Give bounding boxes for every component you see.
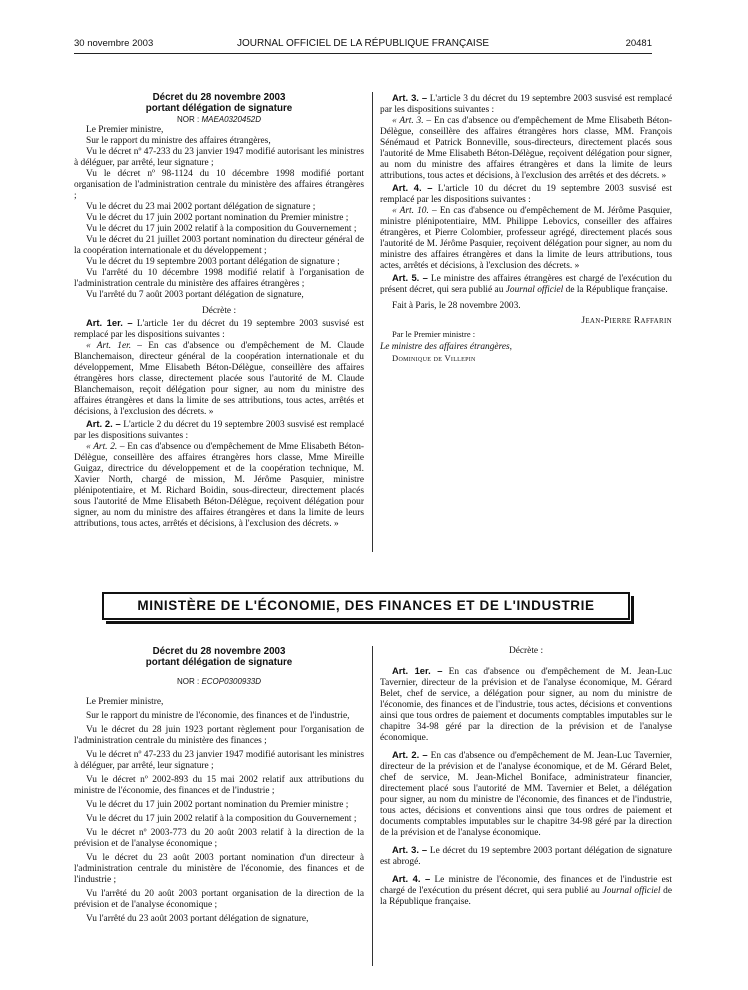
article-text: L'article 2 du décret du 19 septembre 2003 susvisé est remplacé par les dispositions suivantes :: [74, 420, 364, 441]
nor-label: NOR :: [176, 677, 200, 686]
decree1-column-right: [380, 92, 672, 552]
nor-code: ECOP0300933D: [201, 677, 262, 686]
journal-name: Journal officiel: [602, 886, 661, 896]
quote-text: En cas d'absence ou d'empêchement de M. Jérôme Pasquier, ministre plénipotentiaire, MM. Philippe Lebovics, conseiller des affaires étrangères, et Pierre Colombier, professeur agrégé, directement placés sous l'autorité de M. Jérôme Pasquier, reçoivent délégation pour signer, au nom du ministre des affaires étrangères et dans la limite de leurs attributions, tous actes, arrêtés et décisions, à l'exclusion des décrets. »: [380, 206, 672, 271]
signature-intro: Par le Premier ministre :: [392, 329, 476, 339]
decree1-column-left: [74, 92, 364, 552]
paragraph: Vu le décret du 17 juin 2002 relatif à la composition du Gouvernement ;: [86, 224, 357, 234]
paragraph: Vu l'arrêté du 23 août 2003 portant délégation de signature,: [86, 914, 309, 924]
article-label: Art. 1er. –: [86, 317, 133, 328]
decree2-nor: [74, 676, 364, 687]
paragraph: Le Premier ministre,: [86, 125, 164, 135]
article-1: [380, 665, 672, 744]
paragraph: Sur le rapport du ministre des affaires étrangères,: [86, 136, 271, 146]
article-label: Art. 2. –: [86, 418, 121, 429]
header-journal-title: JOURNAL OFFICIEL DE LA RÉPUBLIQUE FRANÇAISE: [236, 38, 490, 49]
article-label: Art. 5. –: [392, 272, 428, 283]
decree2-column-right: [380, 646, 672, 976]
article-label: Art. 3. –: [392, 92, 428, 103]
quote-text: En cas d'absence ou d'empêchement de Mme Elisabeth Béton-Délègue, conseillère des affaires étrangères hors classe, MM. François Sénémaud et Patrick Bonneville, sous-directeurs, directement placés sous l'autorité de Mme Elisabeth Béton-Délègue, reçoivent délégation pour signer, au nom du ministre des affaires étrangères et dans la limite de leurs attributions, tous actes et décisions, à l'exclusion des arrêtés et des décrets. »: [380, 116, 672, 181]
paragraph: Le Premier ministre,: [86, 697, 164, 707]
paragraph: Vu le décret nº 2002-893 du 15 mai 2002 relatif aux attributions du ministre de l'économie, des finances et de l'industrie ;: [74, 775, 364, 796]
article-4: [380, 182, 672, 206]
nor-label: NOR :: [176, 115, 200, 124]
article-3: [380, 92, 672, 116]
column-separator: [372, 92, 373, 552]
article-text: Le ministre de l'économie, des finances et de l'industrie est chargé de l'exécution du présent décret, qui sera publié au: [380, 875, 672, 896]
decrete-heading: Décrète :: [201, 306, 237, 316]
paragraph: Vu le décret nº 2003-773 du 20 août 2003 relatif à la direction de la prévision et de l'analyse économique ;: [74, 828, 364, 849]
article-label: Art. 4. –: [392, 873, 431, 884]
article-text: L'article 10 du décret du 19 septembre 2003 susvisé est remplacé par les dispositions suivantes :: [380, 184, 672, 205]
article-3-quote: [380, 116, 672, 182]
page-header: [74, 38, 652, 52]
article-2: [380, 749, 672, 839]
decree1-nor: [74, 114, 364, 125]
paragraph: Vu le décret nº 47-233 du 23 janvier 1947 modifié autorisant les ministres à déléguer, par arrêté, leur signature ;: [74, 147, 364, 168]
decree2-title: Décret du 28 novembre 2003: [152, 646, 286, 657]
header-date: 30 novembre 2003: [74, 38, 154, 49]
decree2-subtitle: portant délégation de signature: [145, 657, 293, 668]
minister-title: Le ministre des affaires étrangères,: [380, 342, 513, 352]
nor-code: MAEA0320452D: [201, 115, 262, 124]
quote-label: « Art. 10. –: [392, 206, 437, 216]
quote-label: « Art. 1er. –: [86, 341, 142, 351]
article-2-quote: [74, 442, 364, 530]
header-page-number: 20481: [625, 38, 652, 49]
paragraph: Vu le décret du 28 juin 1923 portant règlement pour l'organisation de l'administration centrale du ministère des finances ;: [74, 725, 364, 746]
article-text: de la République française.: [565, 285, 668, 295]
article-1-quote: [74, 341, 364, 418]
article-4: [380, 873, 672, 908]
article-label: Art. 3. –: [392, 844, 428, 855]
quote-label: « Art. 2. –: [86, 442, 125, 452]
decree2-column-left: [74, 646, 364, 976]
article-text: En cas d'absence ou d'empêchement de M. Jean-Luc Tavernier, directeur de la prévision et de l'analyse économique, et de M. Gérard Belet, chef de service, M. Jean-Michel Boniface, administrateur financier, directement placé sous l'autorité de MM. Tavernier et Belet, a délégation pour signer, au nom du ministre de l'économie, des finances et de l'industrie, tous actes, décisions et conventions ainsi que tous ordres de paiement et documents comptables imputables sur le chapitre 34-98 géré par la direction de la prévision et de l'analyse économique.: [380, 751, 672, 838]
paragraph: Sur le rapport du ministre de l'économie, des finances et de l'industrie,: [86, 711, 350, 721]
column-separator: [372, 646, 373, 966]
minister-name: Dominique de Villepin: [392, 353, 476, 363]
decrete-heading: Décrète :: [508, 646, 544, 656]
decree1-title: Décret du 28 novembre 2003: [152, 92, 286, 103]
article-text: Le ministre des affaires étrangères est chargé de l'exécution du présent décret, qui sera publié au: [380, 274, 672, 295]
paragraph: Vu le décret du 19 septembre 2003 portant délégation de signature ;: [86, 257, 340, 267]
signature-place-date: Fait à Paris, le 28 novembre 2003.: [392, 301, 521, 311]
article-text: En cas d'absence ou d'empêchement de M. Jean-Luc Tavernier, directeur de la prévision et de l'analyse économique, M. Gérard Belet, chef de service, a délégation pour signer, au nom du ministre de l'économie, des finances et de l'industrie, tous actes, décisions et conventions ainsi que tous ordres de paiement et documents comptables imputables sur le chapitre 34-98 géré par la direction de la prévision et de l'analyse économique.: [380, 667, 672, 743]
article-text: Le décret du 19 septembre 2003 portant délégation de signature est abrogé.: [380, 846, 672, 867]
journal-name: Journal officiel: [505, 285, 564, 295]
paragraph: Vu le décret nº 98-1124 du 10 décembre 1998 modifié portant organisation de l'administration centrale du ministère des affaires étrangères ;: [74, 169, 364, 201]
article-2: [74, 418, 364, 442]
signatory-name: Jean-Pierre Raffarin: [581, 316, 672, 326]
article-1: [74, 317, 364, 341]
article-5: [380, 272, 672, 296]
article-label: Art. 2. –: [392, 749, 428, 760]
paragraph: Vu le décret du 17 juin 2002 relatif à la composition du Gouvernement ;: [86, 814, 357, 824]
article-3: [380, 844, 672, 868]
paragraph: Vu l'arrêté du 20 août 2003 portant organisation de la direction de la prévision et de l'analyse économique ;: [74, 889, 364, 910]
ministry-banner-text: MINISTÈRE DE L'ÉCONOMIE, DES FINANCES ET DE L'INDUSTRIE: [137, 598, 595, 613]
paragraph: Vu le décret du 23 août 2003 portant nomination d'un directeur à l'administration centrale du ministère de l'économie, des finances et de l'industrie ;: [74, 853, 364, 885]
paragraph: Vu le décret nº 47-233 du 23 janvier 1947 modifié autorisant les ministres à déléguer, par arrêté, leur signature ;: [74, 750, 364, 771]
article-4-quote: [380, 206, 672, 272]
header-rule: [74, 53, 652, 54]
article-text: de la République française.: [380, 886, 672, 907]
quote-text: En cas d'absence ou d'empêchement de Mme Elisabeth Béton-Délègue, conseillère des affaires étrangères hors classe, Mme Mireille Guigaz, directrice du développement et de la coopération technique, M. Xavier North, chargé de mission, M. Jérôme Pasquier, ministre plénipotentiaire, et M. Richard Boidin, sous-directeur, directement placés sous l'autorité de Mme Elisabeth Béton-Délègue, reçoivent délégation pour signer, au nom du ministre des affaires étrangères et dans la limite de leurs attributions, tous actes, arrêtés et décisions, à l'exclusion des décrets. »: [74, 442, 364, 529]
paragraph: Vu l'arrêté du 10 décembre 1998 modifié relatif à l'organisation de l'administration centrale du ministère des affaires étrangères ;: [74, 268, 364, 289]
ministry-banner: [102, 592, 630, 620]
quote-text: En cas d'absence ou d'empêchement de M. Claude Blanchemaison, directeur général de la coopération internationale et du développement, Mme Elisabeth Béton-Délègue, conseillère des affaires étrangères hors classe, directement placée sous l'autorité de M. Claude Blanchemaison, reçoit délégation pour signer, au nom du ministre des affaires étrangères et dans la limite de ses attributions, tous actes, arrêtés et décisions, à l'exclusion des décrets. »: [74, 341, 364, 417]
article-label: Art. 4. –: [392, 182, 433, 193]
paragraph: Vu le décret du 17 juin 2002 portant nomination du Premier ministre ;: [86, 800, 349, 810]
paragraph: Vu le décret du 23 mai 2002 portant délégation de signature ;: [86, 202, 316, 212]
paragraph: Vu le décret du 21 juillet 2003 portant nomination du directeur général de la coopération internationale et du développement ;: [74, 235, 364, 256]
article-text: L'article 1er du décret du 19 septembre 2003 susvisé est remplacé par les dispositions suivantes :: [74, 319, 364, 340]
article-label: Art. 1er. –: [392, 665, 443, 676]
decree1-subtitle: portant délégation de signature: [145, 103, 293, 114]
paragraph: Vu l'arrêté du 7 août 2003 portant délégation de signature,: [86, 290, 304, 300]
paragraph: Vu le décret du 17 juin 2002 portant nomination du Premier ministre ;: [86, 213, 349, 223]
article-text: L'article 3 du décret du 19 septembre 2003 susvisé est remplacé par les dispositions suivantes :: [380, 94, 672, 115]
quote-label: « Art. 3. –: [392, 116, 432, 126]
